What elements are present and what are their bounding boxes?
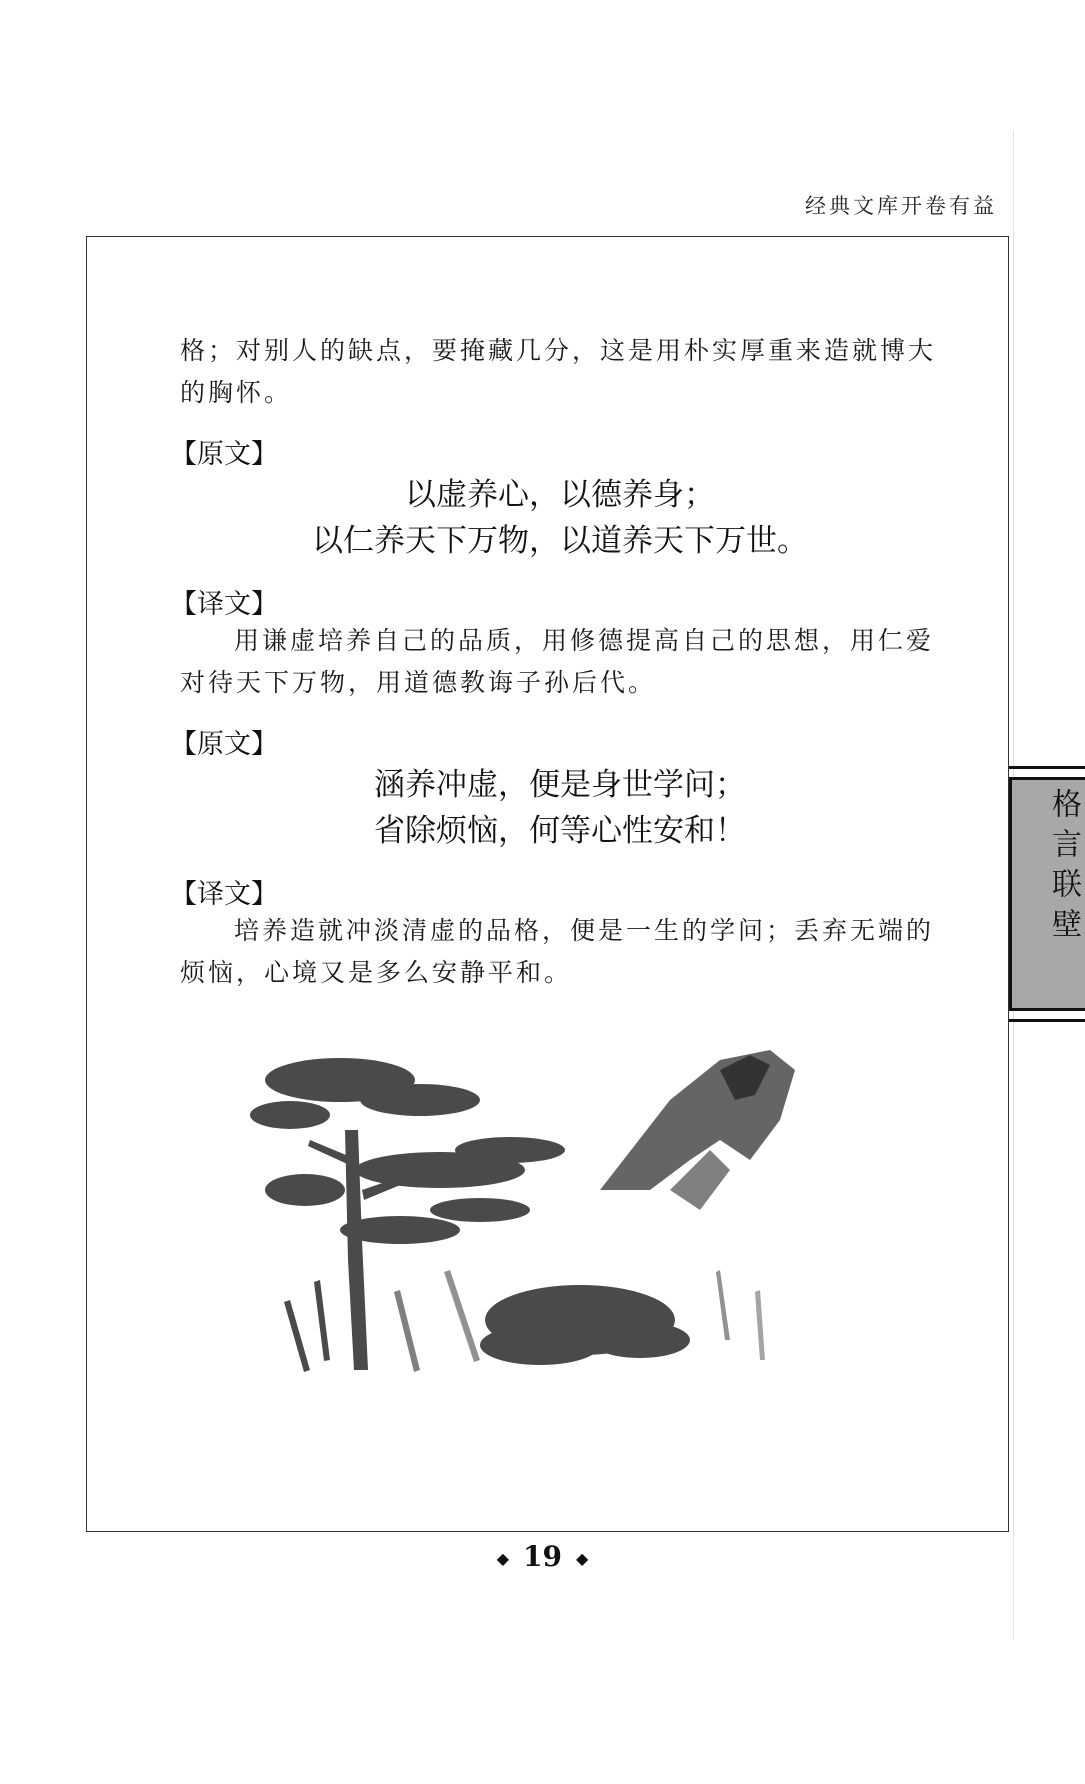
tab-bottom-rule	[1009, 1008, 1085, 1022]
section-label-original-2: 【原文】	[170, 729, 278, 760]
translation-1-text: 用谦虚培养自己的品质，用修德提高自己的思想，用仁爱对待天下万物，用道德教诲子孙后代。	[180, 626, 935, 697]
translation-2-text: 培养造就冲淡清虚的品格，便是一生的学问；丢弃无端的烦恼，心境又是多么安静平和。	[180, 916, 935, 987]
page-number	[0, 1540, 1085, 1573]
diamond-right-icon: ◆	[575, 1549, 589, 1568]
section-label-translation-2: 【译文】	[170, 879, 278, 910]
diamond-left-icon: ◆	[496, 1549, 510, 1568]
verse-1-line-2: 以仁养天下万物，以道养天下万世。	[312, 523, 808, 559]
verse-2-line-2: 省除烦恼，何等心性安和！	[374, 813, 746, 849]
chapter-tab-label: 格言联壁	[1046, 788, 1081, 948]
paragraph-continuation: 格；对别人的缺点，要掩藏几分，这是用朴实厚重来造就博大的胸怀。	[180, 336, 937, 407]
tab-top-rule	[1009, 766, 1085, 780]
section-label-translation-1: 【译文】	[170, 589, 278, 620]
verse-1-line-1: 以虚养心，以德养身；	[405, 477, 715, 513]
chapter-side-tab	[1009, 766, 1085, 1022]
pine-landscape-illustration	[250, 1040, 880, 1450]
section-label-original-1: 【原文】	[170, 439, 278, 470]
running-header: 经典文库开卷有益	[805, 194, 997, 218]
verse-2-line-1: 涵养冲虚，便是身世学问；	[374, 767, 746, 803]
page-number-value: 19	[523, 1540, 562, 1573]
